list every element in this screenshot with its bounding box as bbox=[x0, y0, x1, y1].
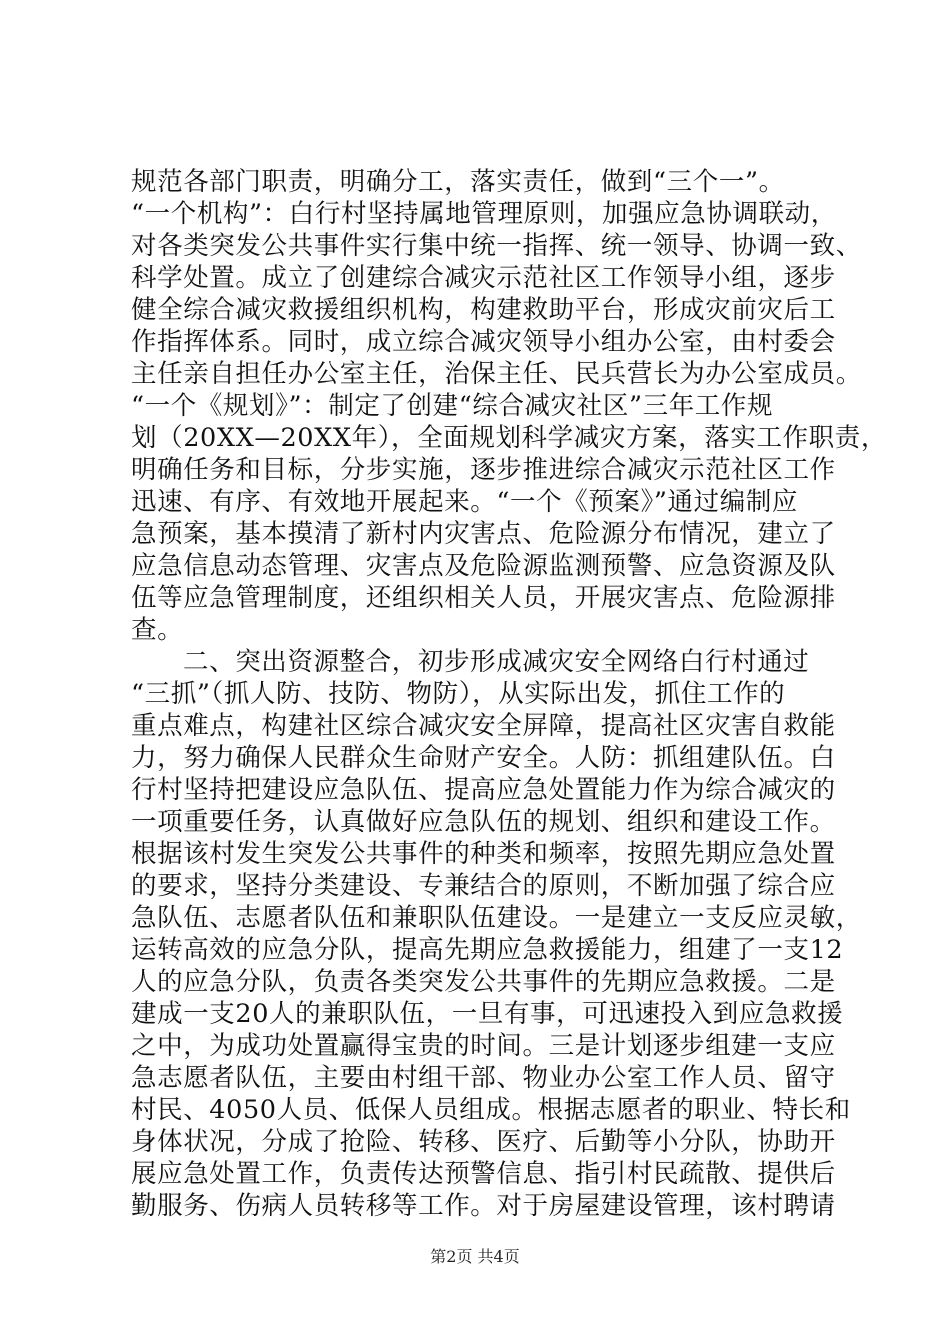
text-line: 主任亲自担任办公室主任，治保主任、民兵营长为办公室成员。 bbox=[131, 359, 862, 389]
text-line: “三抓”（抓人防、技防、物防），从实际出发，抓住工作的 bbox=[131, 679, 786, 709]
text-line: 急志愿者队伍，主要由村组干部、物业办公室工作人员、留守 bbox=[131, 1063, 836, 1093]
text-line: 科学处置。成立了创建综合减灾示范社区工作领导小组，逐步 bbox=[131, 263, 836, 293]
text-line: 运转高效的应急分队，提高先期应急救援能力，组建了一支12 bbox=[131, 935, 844, 965]
text-line: 勤服务、伤病人员转移等工作。对于房屋建设管理，该村聘请 bbox=[131, 1191, 836, 1221]
text-line: 健全综合减灾救援组织机构，构建救助平台，形成灾前灾后工 bbox=[131, 295, 836, 325]
text-line: “一个机构”：白行村坚持属地管理原则，加强应急协调联动， bbox=[131, 199, 837, 229]
text-line: 明确任务和目标，分步实施，逐步推进综合减灾示范社区工作 bbox=[131, 455, 836, 485]
text-line: 身体状况，分成了抢险、转移、医疗、后勤等小分队，协助开 bbox=[131, 1127, 836, 1157]
text-line: 作指挥体系。同时，成立综合减灾领导小组办公室，由村委会 bbox=[131, 327, 836, 357]
text-line: 查。 bbox=[131, 615, 184, 645]
text-line: 建成一支20人的兼职队伍，一旦有事，可迅速投入到应急救援 bbox=[131, 999, 844, 1029]
text-line: 人的应急分队，负责各类突发公共事件的先期应急救援。二是 bbox=[131, 967, 836, 997]
text-line: 应急信息动态管理、灾害点及危险源监测预警、应急资源及队 bbox=[131, 551, 836, 581]
text-line: 规范各部门职责，明确分工，落实责任，做到“三个一”。 bbox=[131, 167, 785, 197]
text-line: 迅速、有序、有效地开展起来。“一个《预案》”通过编制应 bbox=[131, 487, 799, 517]
text-line: 之中，为成功处置赢得宝贵的时间。三是计划逐步组建一支应 bbox=[131, 1031, 836, 1061]
document-body bbox=[131, 166, 887, 1222]
text-line: 伍等应急管理制度，还组织相关人员，开展灾害点、危险源排 bbox=[131, 583, 836, 613]
page-footer: 第2页 共4页 bbox=[430, 1247, 520, 1266]
text-line: 行村坚持把建设应急队伍、提高应急处置能力作为综合减灾的 bbox=[131, 775, 836, 805]
text-line: 重点难点，构建社区综合减灾安全屏障，提高社区灾害自救能 bbox=[131, 711, 836, 741]
text-line: 划（20XX—20XX年），全面规划科学减灾方案，落实工作职责， bbox=[131, 423, 887, 453]
text-line: 急队伍、志愿者队伍和兼职队伍建设。一是建立一支反应灵敏， bbox=[131, 903, 862, 933]
section-heading-line: 二、突出资源整合，初步形成减灾安全网络白行村通过 bbox=[183, 647, 810, 677]
text-line: 村民、4050人员、低保人员组成。根据志愿者的职业、特长和 bbox=[131, 1095, 851, 1125]
text-line: 展应急处置工作，负责传达预警信息、指引村民疏散、提供后 bbox=[131, 1159, 836, 1189]
text-line: 的要求，坚持分类建设、专兼结合的原则，不断加强了综合应 bbox=[131, 871, 836, 901]
text-line: 一项重要任务，认真做好应急队伍的规划、组织和建设工作。 bbox=[131, 807, 836, 837]
text-line: 对各类突发公共事件实行集中统一指挥、统一领导、协调一致、 bbox=[131, 231, 862, 261]
text-line: “一个《规划》”：制定了创建“综合减灾社区”三年工作规 bbox=[131, 391, 774, 421]
text-line: 力，努力确保人民群众生命财产安全。人防：抓组建队伍。白 bbox=[131, 743, 836, 773]
text-line: 急预案，基本摸清了新村内灾害点、危险源分布情况，建立了 bbox=[131, 519, 836, 549]
text-line: 根据该村发生突发公共事件的种类和频率，按照先期应急处置 bbox=[131, 839, 836, 869]
